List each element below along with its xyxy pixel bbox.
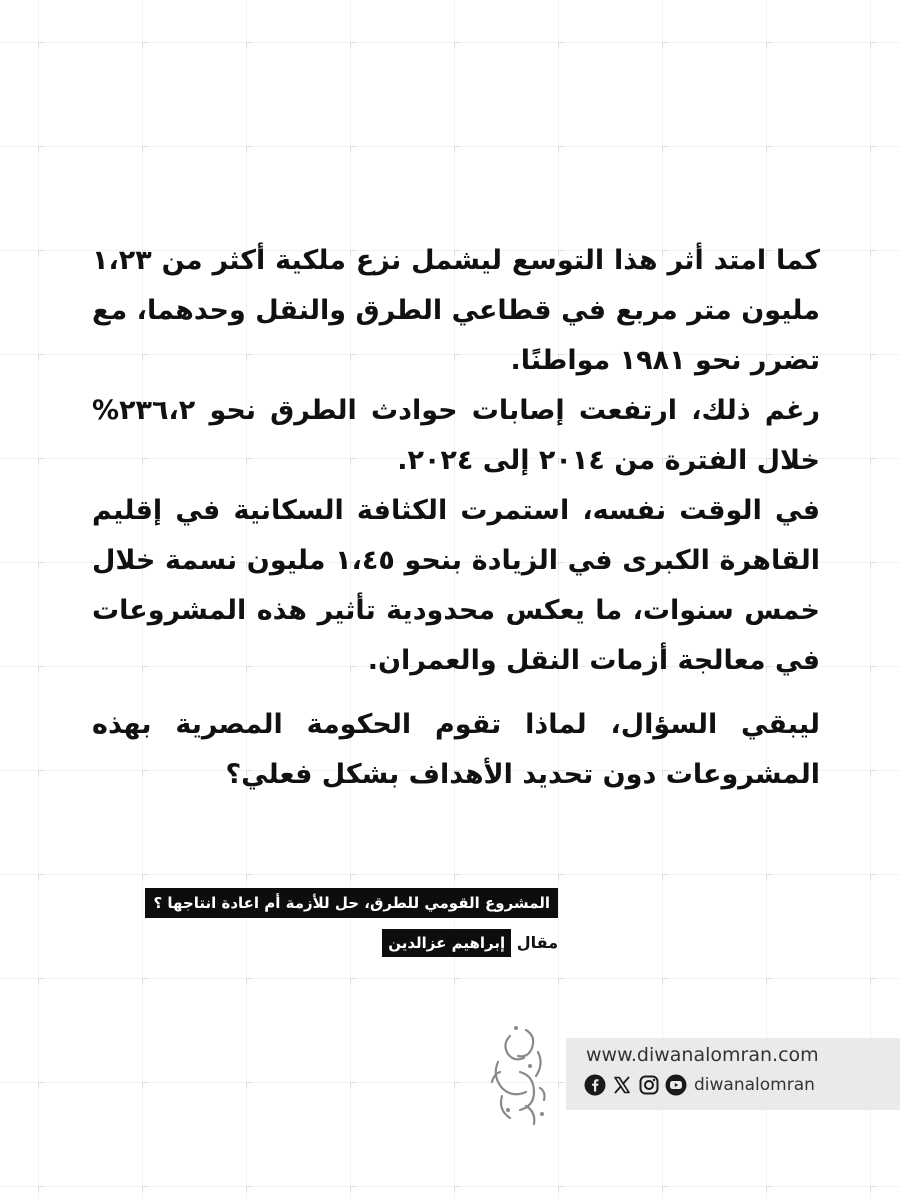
article-question: ليبقي السؤال، لماذا تقوم الحكومة المصرية بهذه المشروعات دون تحديد الأهداف بشكل فعلي؟ bbox=[92, 709, 820, 790]
article-paragraph: في الوقت نفسه، استمرت الكثافة السكانية في إقليم القاهرة الكبرى في الزيادة بنحو ١،٤٥ مليون نسمة خلال خمس سنوات، ما يعكس محدودية تأثير هذه المشروعات في معالجة أزمات النقل والعمران. bbox=[92, 495, 820, 676]
article-paragraph: كما امتد أثر هذا التوسع ليشمل نزع ملكية أكثر من ١،٢٣ مليون متر مربع في قطاعي الطرق والنقل وحدهما، مع تضرر نحو ١٩٨١ مواطنًا. bbox=[92, 245, 820, 376]
youtube-icon[interactable] bbox=[665, 1074, 687, 1096]
website-link[interactable]: www.diwanalomran.com bbox=[586, 1044, 819, 1066]
social-links bbox=[584, 1072, 815, 1098]
diwan-alomran-logo-icon bbox=[480, 1022, 554, 1132]
article-paragraph: رغم ذلك، ارتفعت إصابات حوادث الطرق نحو ٢٣٦،٢% خلال الفترة من ٢٠١٤ إلى ٢٠٢٤. bbox=[92, 395, 820, 476]
author-name: إبراهيم عزالدين bbox=[382, 929, 511, 957]
source-article-title bbox=[153, 888, 558, 918]
article-body bbox=[92, 236, 820, 800]
author-prefix: مقال bbox=[516, 933, 558, 952]
author-credit bbox=[370, 928, 558, 958]
x-icon[interactable] bbox=[611, 1074, 633, 1096]
facebook-icon[interactable] bbox=[584, 1074, 606, 1096]
instagram-icon[interactable] bbox=[638, 1074, 660, 1096]
contact-box bbox=[566, 1038, 900, 1110]
source-article-title-label: المشروع القومي للطرق، حل للأزمة أم اعادة انتاجها ؟ bbox=[145, 888, 558, 918]
social-handle[interactable]: diwanalomran bbox=[694, 1075, 815, 1095]
